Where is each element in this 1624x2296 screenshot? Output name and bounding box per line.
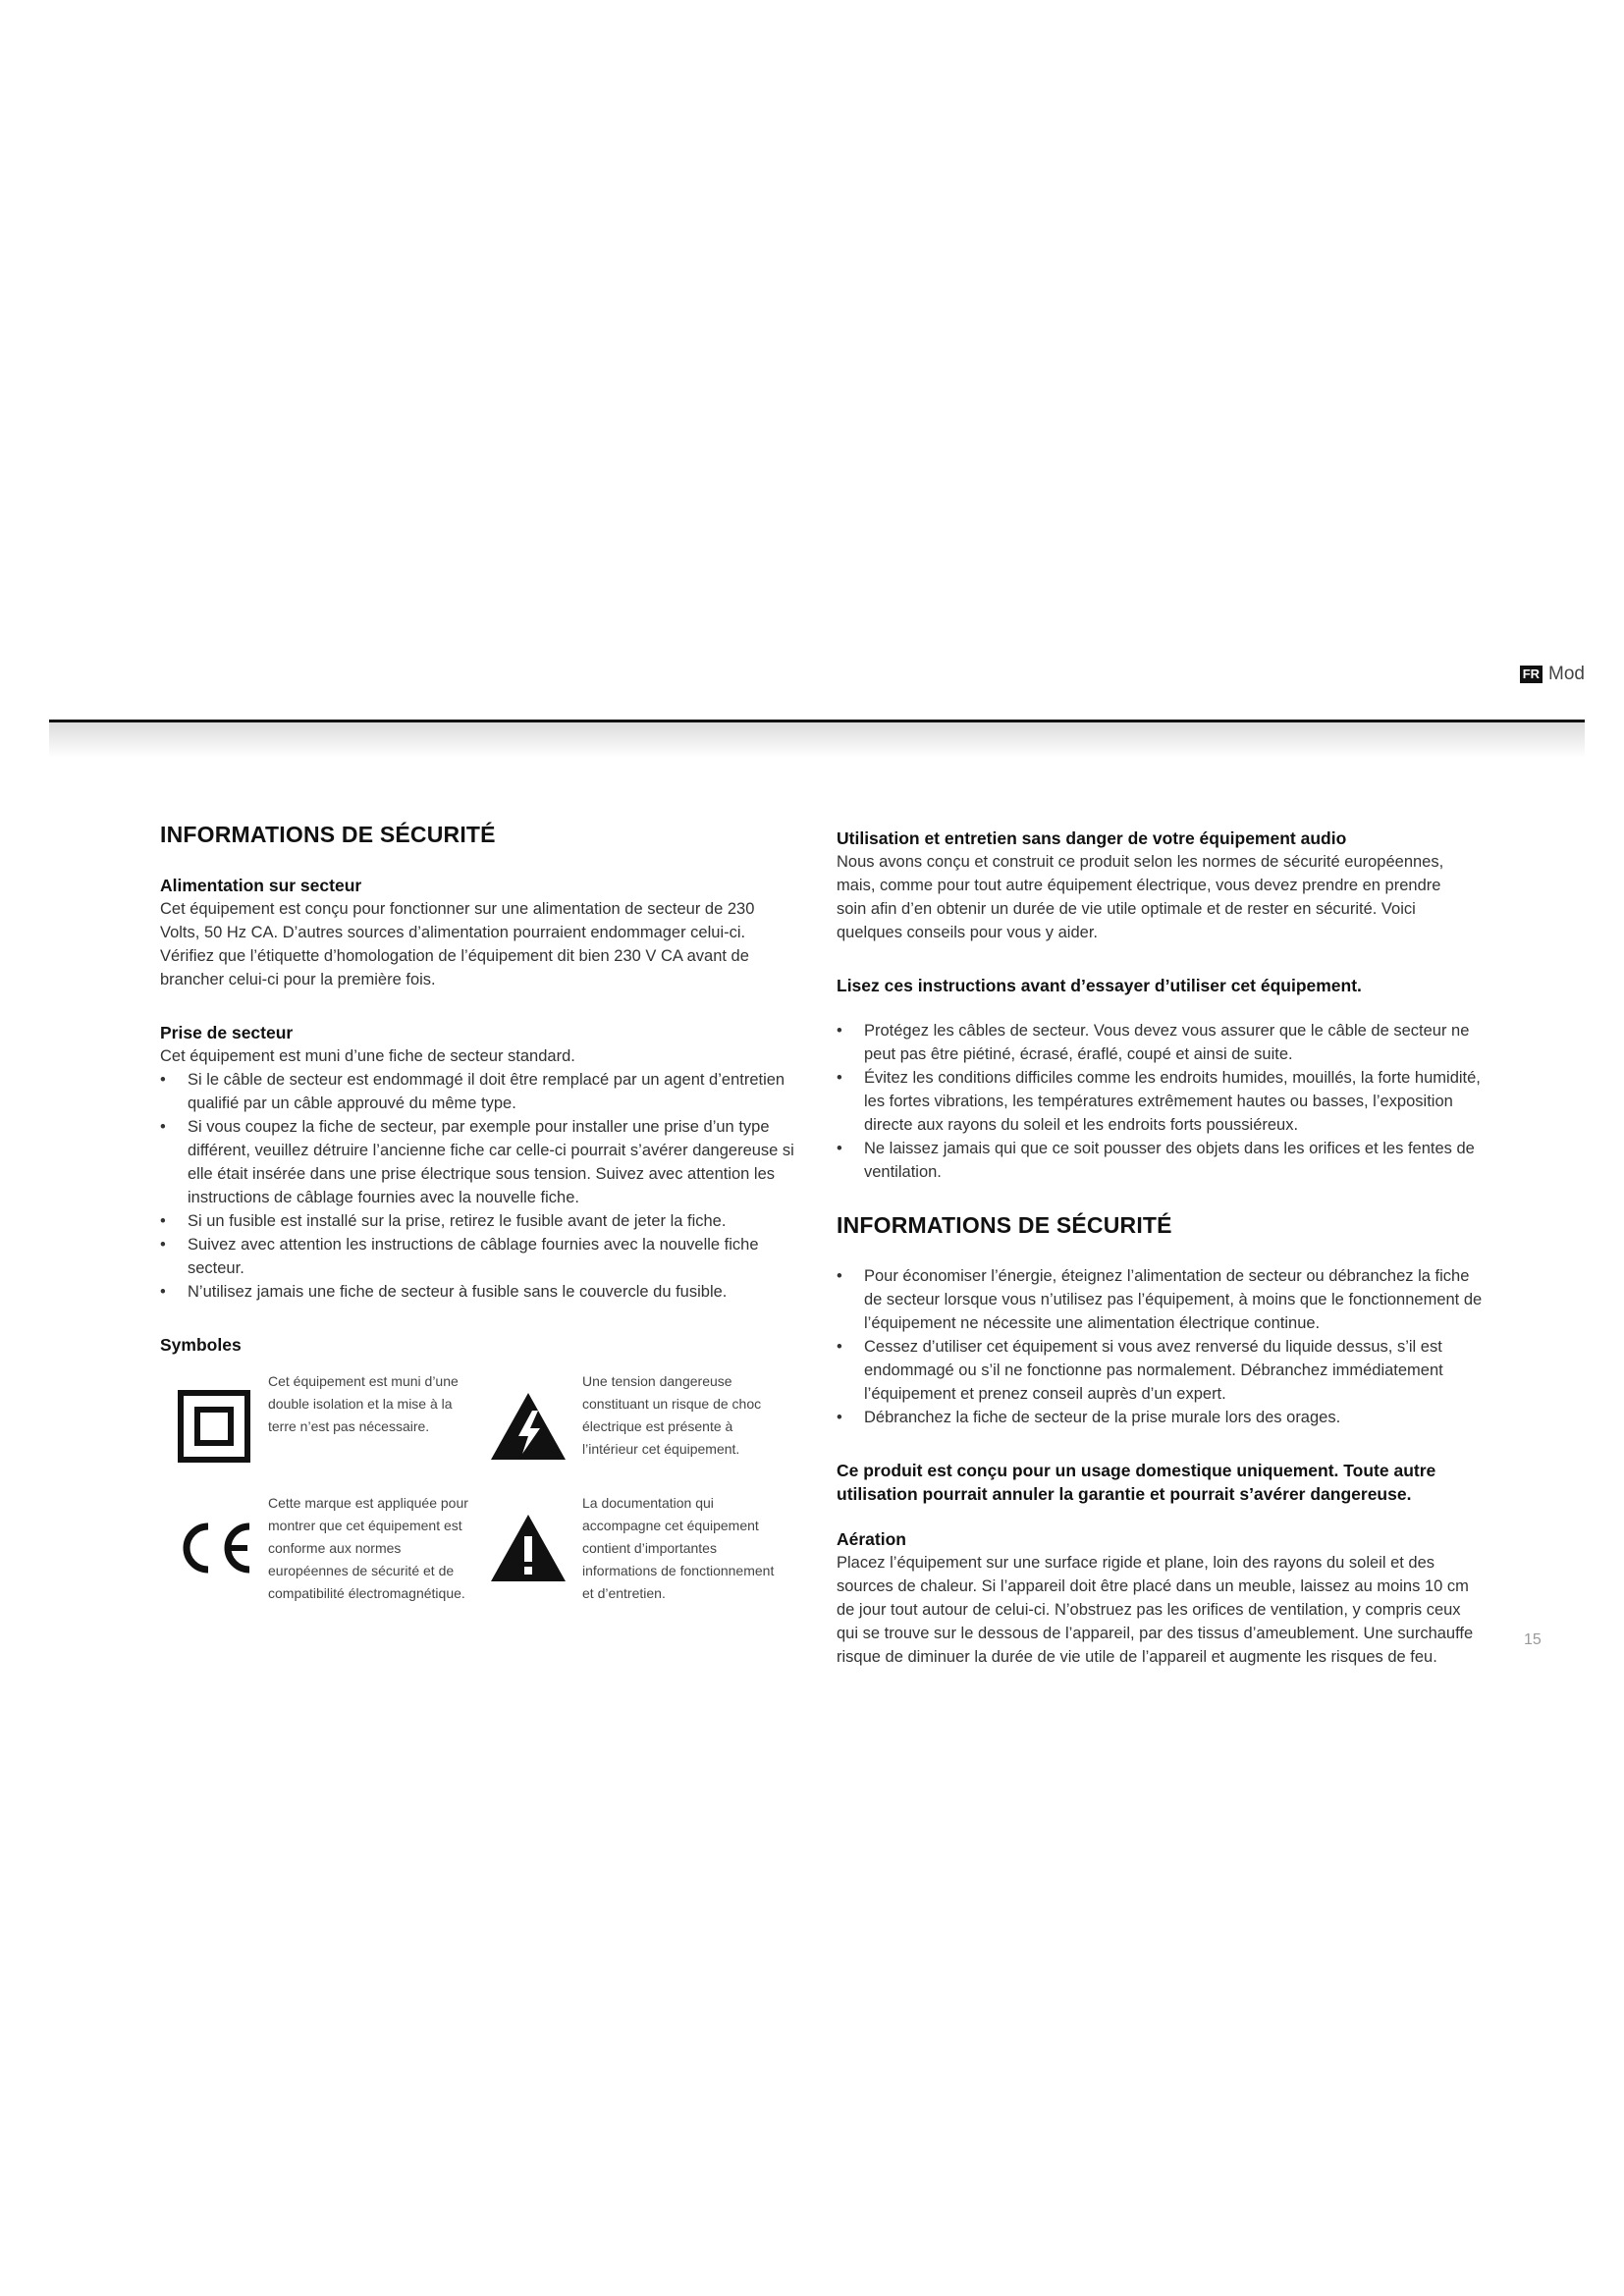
symbol-description: Cet équipement est muni d’une double isolation et la mise à la terre n’est pas nécessaire. <box>268 1373 459 1434</box>
power-supply-line: Volts, 50 Hz CA. D’autres sources d’alimentation pourraient endommager celui-ci. <box>160 924 746 941</box>
read-first-heading: Lisez ces instructions avant d’essayer d’utiliser cet équipement. <box>837 976 1362 995</box>
ventilation-line: Placez l’équipement sur une surface rigide et plane, loin des rayons du soleil et des <box>837 1554 1435 1572</box>
plug-intro: Cet équipement est muni d’une fiche de secteur standard. <box>160 1047 575 1065</box>
exclamation-warning-icon <box>474 1492 582 1604</box>
power-supply-line: Cet équipement est conçu pour fonctionner sur une alimentation de secteur de 230 <box>160 900 755 918</box>
plug-bullet: • Si le câble de secteur est endommagé il doit être remplacé par un agent d’entretien qualifié par un câble approuvé du même type. <box>160 1068 805 1115</box>
plug-heading: Prise de secteur <box>160 1023 294 1042</box>
usage-line: soin afin d’en obtenir un durée de vie utile optimale et de rester en sécurité. Voici <box>837 900 1416 918</box>
ce-mark-icon <box>160 1492 268 1604</box>
double-insulation-icon <box>160 1370 268 1482</box>
usage-line: quelques conseils pour vous y aider. <box>837 924 1098 941</box>
ventilation-line: sources de chaleur. Si l’appareil doit être placé dans un meuble, laissez au moins 10 cm <box>837 1577 1469 1595</box>
plug-bullet: • Suivez avec attention les instructions de câblage fournies avec la nouvelle fiche secteur. <box>160 1233 805 1280</box>
plug-bullet: • N’utilisez jamais une fiche de secteur à fusible sans le couvercle du fusible. <box>160 1280 805 1304</box>
domestic-use-line: Ce produit est conçu pour un usage domestique uniquement. Toute autre <box>837 1461 1436 1480</box>
ventilation-line: qui se trouve sur le dessous de l’appareil, par des tissus d’ameublement. Une surchauffe <box>837 1625 1474 1642</box>
symbol-description: Cette marque est appliquée pour montrer que cet équipement est conforme aux normes européennes de sécurité et de compatibilité électromagnétique. <box>268 1495 468 1601</box>
symbol-description: Une tension dangereuse constituant un risque de choc électrique est présente à l’intérieur cet équipement. <box>582 1373 762 1457</box>
right-column <box>837 827 1485 1669</box>
plug-bullet: • Si vous coupez la fiche de secteur, par exemple pour installer une prise d’un type différent, veuillez détruire l’ancienne fiche car celle-ci pourrait s’avérer dangereuse si elle était insérée dans une prise électrique sous tension. Suivez avec attention les instructions de câblage fournies avec la nouvelle fiche. <box>160 1115 805 1209</box>
read-first-bullet: • Protégez les câbles de secteur. Vous devez vous assurer que le câble de secteur ne peut pas être piétiné, écrasé, éraflé, coupé et ainsi de suite. <box>837 1019 1485 1066</box>
domestic-use-note <box>837 1459 1485 1506</box>
usage-line: Nous avons conçu et construit ce produit selon les normes de sécurité européennes, <box>837 853 1444 871</box>
usage-line: mais, comme pour tout autre équipement électrique, vous devez prendre en prendre <box>837 877 1441 894</box>
page-header <box>1520 664 1585 685</box>
ventilation-line: risque de diminuer la durée de vie utile de l’appareil et augmente les risques de feu. <box>837 1648 1437 1666</box>
header-rule-shadow <box>49 722 1585 758</box>
safety-bullet: • Cessez d’utiliser cet équipement si vous avez renversé du liquide dessus, s’il est endommagé ou s’il ne fonctionne pas normalement. Débranchez immédiatement l’équipement et prenez conseil auprès d’un expert. <box>837 1335 1485 1406</box>
power-supply-heading: Alimentation sur secteur <box>160 876 362 895</box>
language-badge: FR <box>1520 666 1543 683</box>
usage-heading: Utilisation et entretien sans danger de votre équipement audio <box>837 828 1347 848</box>
header-text: Mod <box>1548 664 1585 684</box>
symbols-heading: Symboles <box>160 1335 242 1355</box>
read-first-bullet-list <box>837 1019 1485 1184</box>
power-supply-line: brancher celui-ci pour la première fois. <box>160 971 436 988</box>
left-column <box>160 823 805 1605</box>
symbol-description: La documentation qui accompagne cet équipement contient d’importantes informations de fonctionnement et d’entretien. <box>582 1495 775 1601</box>
page-number: 15 <box>1524 1631 1542 1648</box>
lightning-warning-icon <box>474 1370 582 1482</box>
section-title-safety: INFORMATIONS DE SÉCURITÉ <box>160 822 496 847</box>
safety-bullet: • Débranchez la fiche de secteur de la prise murale lors des orages. <box>837 1406 1485 1429</box>
plug-bullet-list <box>160 1068 805 1304</box>
read-first-bullet: • Évitez les conditions difficiles comme les endroits humides, mouillés, la forte humidité, les fortes vibrations, les températures extrêmement hautes ou basses, l’exposition directe aux rayons du soleil et les endroits forts poussiéreux. <box>837 1066 1485 1137</box>
safety-bullet: • Pour économiser l’énergie, éteignez l’alimentation de secteur ou débranchez la fiche de secteur lorsque vous n’utilisez pas l’équipement, à moins que le fonctionnement de l’équipement ne nécessite une alimentation électrique continue. <box>837 1264 1485 1335</box>
power-supply-line: Vérifiez que l’étiquette d’homologation de l’équipement dit bien 230 V CA avant de <box>160 947 749 965</box>
ventilation-line: de jour tout autour de celui-ci. N’obstruez pas les orifices de ventilation, y compris ceux <box>837 1601 1461 1619</box>
read-first-bullet: • Ne laissez jamais qui que ce soit pousser des objets dans les orifices et les fentes de ventilation. <box>837 1137 1485 1184</box>
symbols-grid <box>160 1370 805 1605</box>
plug-bullet: • Si un fusible est installé sur la prise, retirez le fusible avant de jeter la fiche. <box>160 1209 805 1233</box>
domestic-use-line: utilisation pourrait annuler la garantie et pourrait s’avérer dangereuse. <box>837 1484 1412 1504</box>
section-title-safety-2: INFORMATIONS DE SÉCURITÉ <box>837 1212 1172 1238</box>
ventilation-heading: Aération <box>837 1529 906 1549</box>
safety-bullet-list <box>837 1264 1485 1429</box>
